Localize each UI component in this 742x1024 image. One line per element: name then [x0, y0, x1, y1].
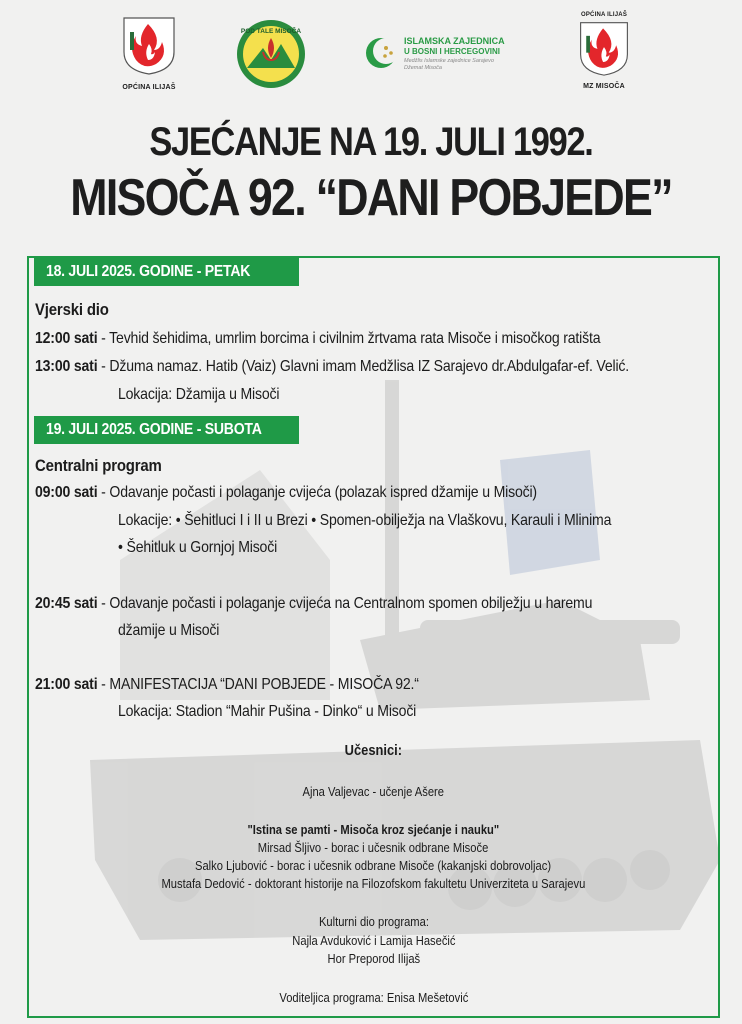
participants-heading: Učesnici: [344, 742, 403, 759]
panel-title: "Istina se pamti - Misoča kroz sjećanje i nauku" [247, 822, 500, 837]
host: Voditeljica programa: Enisa Mešetović [279, 990, 468, 1005]
day2-item-3: 21:00 sati - MANIFESTACIJA “DANI POBJEDE - MISOČA 92.“ [35, 676, 419, 693]
iz-line2: U BOSNI I HERCEGOVINI [404, 47, 501, 56]
title-line-2: MISOČA 92. “DANI POBJEDE” [70, 169, 672, 227]
title-line-1: SJEĆANJE NA 19. JULI 1992. [149, 120, 593, 164]
day1-item-2: 13:00 sati - Džuma namaz. Hatib (Vaiz) Glavni imam Medžlisa IZ Sarajevo dr.Abdulgafar-ef. Velić. [35, 358, 630, 375]
panel-member-3: Mustafa Dedović - doktorant historije na Filozofskom fakultetu Univerziteta u Sarajevu [161, 876, 586, 891]
flame-crest-icon [120, 14, 178, 76]
iz-line4: Džemat Misoča [404, 65, 442, 71]
day1-banner: 18. JULI 2025. GODINE - PETAK [34, 258, 299, 286]
culture-title: Kulturni dio programa: [318, 914, 429, 929]
day2-locations-2: • Šehitluk u Gornjoj Misoči [118, 539, 278, 556]
day2-item-2: 20:45 sati - Odavanje počasti i polaganje cvijeća na Centralnom spomen obilježju u haremu [35, 595, 593, 612]
mz-misoca-caption: MZ MISOČA [583, 83, 625, 90]
day1-section: Vjerski dio [35, 300, 109, 319]
mz-logo-top-text: OPĆINA ILIJAŠ [580, 12, 628, 18]
day2-item-1: 09:00 sati - Odavanje počasti i polaganje cvijeća (polazak ispred džamije u Misoči) [35, 484, 537, 501]
day1-location: Lokacija: Džamija u Misoči [118, 386, 280, 403]
crescent-icon [364, 36, 398, 70]
scout-badge-logo [235, 18, 307, 95]
day2-locations-1: Lokacije: • Šehitluci I i II u Brezi • Spomen-obilježja na Vlaškovu, Karauli i Mlinima [118, 512, 612, 529]
flame-crest-icon [576, 19, 632, 77]
scout-badge-text: POD TALE MISOČA [240, 28, 302, 35]
day1-item-1: 12:00 sati - Tevhid šehidima, umrlim borcima i civilnim žrtvama rata Misoče i misočkog ratišta [35, 330, 601, 347]
opcina-ilijas-logo [118, 14, 180, 91]
iz-line3: Medžlis Islamske zajednice Sarajevo [404, 58, 494, 64]
day2-item-2-cont: džamije u Misoči [118, 622, 220, 639]
participants-line-1: Ajna Valjevac - učenje Ašere [302, 784, 445, 799]
culture-item-1: Najla Avduković i Lamija Hasečić [291, 933, 456, 948]
panel-member-1: Mirsad Šljivo - borac i učesnik odbrane Misoče [258, 840, 489, 855]
day2-item-3-location: Lokacija: Stadion “Mahir Pušina - Dinko“ u Misoči [118, 703, 417, 720]
day2-section: Centralni program [35, 456, 162, 475]
panel-member-2: Salko Ljubović - borac i učesnik odbrane Misoče (kakanjski dobrovoljac) [195, 858, 552, 873]
opcina-ilijas-caption: OPĆINA ILIJAŠ [122, 84, 176, 91]
culture-item-2: Hor Preporod Ilijaš [327, 951, 420, 966]
iz-line1: ISLAMSKA ZAJEDNICA [404, 36, 505, 46]
mz-misoca-logo [573, 12, 635, 90]
day2-banner: 19. JULI 2025. GODINE - SUBOTA [34, 416, 299, 444]
